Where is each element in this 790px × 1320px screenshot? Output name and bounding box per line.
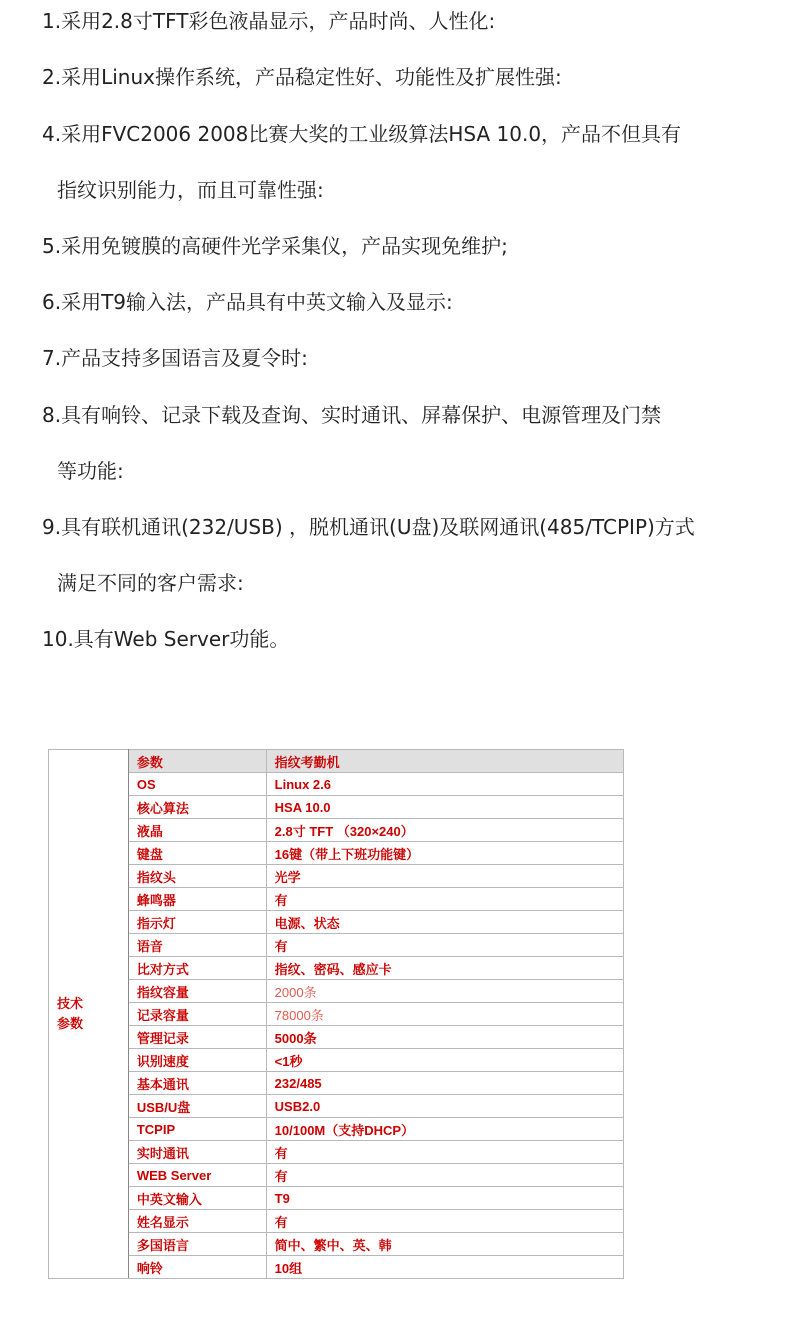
spec-key: 记录容量 <box>128 1003 266 1026</box>
spec-table <box>48 749 624 1279</box>
spec-key: 语音 <box>128 934 266 957</box>
feature-item: 6.采用T9输入法，产品具有中英文输入及显示: <box>42 290 453 314</box>
spec-value: 5000条 <box>266 1026 623 1049</box>
table-row <box>49 842 624 865</box>
table-row <box>49 1210 624 1233</box>
spec-key: 指纹头 <box>128 865 266 888</box>
spec-value: 78000条 <box>266 1003 623 1026</box>
table-row <box>49 865 624 888</box>
spec-key: OS <box>128 773 266 796</box>
table-row <box>49 1164 624 1187</box>
spec-value: 2.8寸 TFT （320×240） <box>266 819 623 842</box>
table-row <box>49 1095 624 1118</box>
table-row <box>49 773 624 796</box>
feature-item: 9.具有联机通讯(232/USB) ，脱机通讯(U盘)及联网通讯(485/TCPIP)方式 <box>42 515 695 539</box>
spec-key: USB/U盘 <box>128 1095 266 1118</box>
spec-value: USB2.0 <box>266 1095 623 1118</box>
feature-item-continuation: 等功能: <box>57 459 124 483</box>
table-row <box>49 980 624 1003</box>
spec-value: 指纹考勤机 <box>266 750 623 773</box>
spec-key: TCPIP <box>128 1118 266 1141</box>
table-header-row <box>49 750 624 773</box>
table-row <box>49 1049 624 1072</box>
feature-item: 4.采用FVC2006 2008比赛大奖的工业级算法HSA 10.0，产品不但具有 <box>42 122 682 146</box>
spec-key: 中英文输入 <box>128 1187 266 1210</box>
spec-side-label-line1: 技术 <box>57 996 84 1011</box>
table-row <box>49 911 624 934</box>
feature-item: 7.产品支持多国语言及夏令时: <box>42 346 308 370</box>
spec-value: 有 <box>266 1210 623 1233</box>
spec-key: 姓名显示 <box>128 1210 266 1233</box>
table-row <box>49 1072 624 1095</box>
feature-item: 2.采用Linux操作系统，产品稳定性好、功能性及扩展性强: <box>42 65 562 89</box>
spec-key: 指纹容量 <box>128 980 266 1003</box>
feature-item: 10.具有Web Server功能。 <box>42 627 290 651</box>
table-row <box>49 957 624 980</box>
table-row <box>49 1118 624 1141</box>
spec-value: 16键（带上下班功能键） <box>266 842 623 865</box>
spec-key: 多国语言 <box>128 1233 266 1256</box>
spec-key: 基本通讯 <box>128 1072 266 1095</box>
table-row <box>49 1141 624 1164</box>
spec-value: 10/100M（支持DHCP） <box>266 1118 623 1141</box>
feature-item-continuation: 满足不同的客户需求: <box>57 571 244 595</box>
spec-key: 蜂鸣器 <box>128 888 266 911</box>
spec-value: Linux 2.6 <box>266 773 623 796</box>
table-row <box>49 819 624 842</box>
spec-key: 键盘 <box>128 842 266 865</box>
spec-key: WEB Server <box>128 1164 266 1187</box>
spec-value: 有 <box>266 1141 623 1164</box>
table-row <box>49 1026 624 1049</box>
spec-side-label-line2: 参数 <box>57 1016 84 1031</box>
spec-key: 参数 <box>128 750 266 773</box>
spec-value: <1秒 <box>266 1049 623 1072</box>
table-row <box>49 934 624 957</box>
spec-key: 比对方式 <box>128 957 266 980</box>
feature-item-continuation: 指纹识别能力，而且可靠性强: <box>57 178 324 202</box>
feature-item: 8.具有响铃、记录下载及查询、实时通讯、屏幕保护、电源管理及门禁 <box>42 403 662 427</box>
spec-key: 响铃 <box>128 1256 266 1279</box>
feature-item: 5.采用免镀膜的高硬件光学采集仪，产品实现免维护; <box>42 234 508 258</box>
spec-key: 指示灯 <box>128 911 266 934</box>
spec-value: 有 <box>266 888 623 911</box>
spec-value: 有 <box>266 934 623 957</box>
spec-value: HSA 10.0 <box>266 796 623 819</box>
spec-value: 电源、状态 <box>266 911 623 934</box>
spec-value: 简中、繁中、英、韩 <box>266 1233 623 1256</box>
spec-table-container <box>48 749 624 1279</box>
spec-value: 10组 <box>266 1256 623 1279</box>
table-row <box>49 888 624 911</box>
table-row <box>49 1256 624 1279</box>
spec-value: 2000条 <box>266 980 623 1003</box>
table-row <box>49 1003 624 1026</box>
table-row <box>49 796 624 819</box>
spec-value: T9 <box>266 1187 623 1210</box>
spec-key: 管理记录 <box>128 1026 266 1049</box>
spec-key: 实时通讯 <box>128 1141 266 1164</box>
spec-key: 核心算法 <box>128 796 266 819</box>
table-row <box>49 1233 624 1256</box>
spec-key: 液晶 <box>128 819 266 842</box>
spec-value: 有 <box>266 1164 623 1187</box>
table-row <box>49 1187 624 1210</box>
feature-item: 1.采用2.8寸TFT彩色液晶显示，产品时尚、人性化: <box>42 9 496 33</box>
spec-value: 232/485 <box>266 1072 623 1095</box>
spec-key: 识别速度 <box>128 1049 266 1072</box>
spec-value: 指纹、密码、感应卡 <box>266 957 623 980</box>
spec-side-label <box>49 750 129 1279</box>
spec-value: 光学 <box>266 865 623 888</box>
